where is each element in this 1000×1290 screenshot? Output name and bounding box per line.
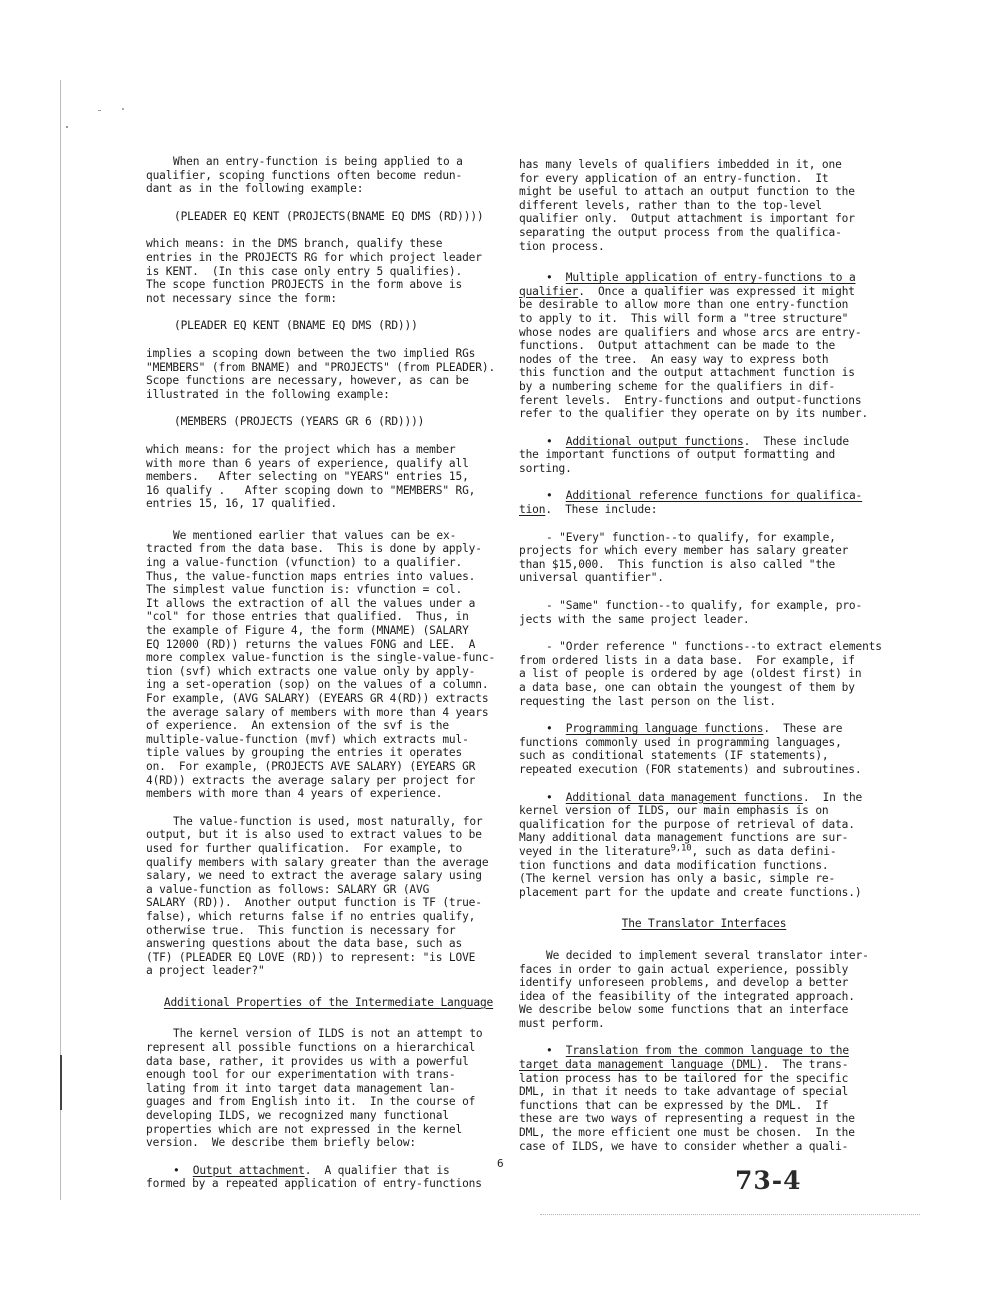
text-line: of experience. An extension of the svf is the bbox=[146, 719, 449, 733]
text-line: represent all possible functions on a hierarchical bbox=[146, 1041, 476, 1055]
text-line: is KENT. (In this case only entry 5 qualifies). bbox=[146, 264, 463, 278]
text-line: with more than 6 years of experience, qualify all bbox=[146, 456, 469, 470]
text-line: by a numbering scheme for the qualifiers in dif- bbox=[519, 379, 836, 393]
bullet-title: Multiple application of entry-functions to a bbox=[565, 271, 856, 285]
bullet-icon: • bbox=[173, 1163, 193, 1177]
text-line: functions that can be expressed by the DML. If bbox=[519, 1098, 829, 1112]
bullet-icon: • bbox=[546, 489, 566, 503]
text-line: The simplest value function is: vfunction = col. bbox=[146, 583, 463, 597]
text-line: idea of the feasibility of the integrated approach. bbox=[519, 989, 855, 1003]
text-fragment: veyed in the literature bbox=[519, 844, 671, 858]
text-line: these are two ways of representing a request in the bbox=[519, 1112, 855, 1126]
text-line: tracted from the data base. This is done by apply- bbox=[146, 542, 482, 556]
section-heading-text: The Translator Interfaces bbox=[621, 917, 787, 931]
text-line: properties which are not expressed in the kernel bbox=[146, 1122, 463, 1136]
text-line: qualifier only. Output attachment is important for bbox=[519, 212, 855, 226]
text-line: implies a scoping down between the two implied RGs bbox=[146, 346, 476, 360]
text-line: entries 15, 16, 17 qualified. bbox=[146, 497, 337, 511]
text-line: - "Order reference " functions--to extract elements bbox=[546, 640, 882, 654]
text-line: - "Same" function--to qualify, for example, pro- bbox=[546, 599, 863, 613]
text-line bbox=[519, 845, 889, 859]
text-line: The value-function is used, most naturally, for bbox=[173, 814, 483, 828]
bullet-title: Programming language functions bbox=[565, 722, 764, 736]
text-line: (TF) (PLEADER EQ LOVE (RD)) to represent: "is LOVE bbox=[146, 950, 476, 964]
binding-mark bbox=[60, 1055, 62, 1110]
text-line: multiple-value-function (mvf) which extracts mul- bbox=[146, 732, 469, 746]
text-line: which means: for the project which has a member bbox=[146, 442, 456, 456]
text-line: qualifier, scoping functions often become redun- bbox=[146, 168, 463, 182]
text-line: lating from it into target data management lan- bbox=[146, 1081, 456, 1095]
text-line: members. After selecting on "YEARS" entries 15, bbox=[146, 470, 469, 484]
text-line: We decided to implement several translator inter- bbox=[546, 948, 869, 962]
bullet-item bbox=[519, 1044, 889, 1153]
text-fragment: . These include: bbox=[545, 503, 658, 517]
text-line: faces in order to gain actual experience, possibly bbox=[519, 962, 849, 976]
text-line: false), which returns false if no entries qualify, bbox=[146, 909, 476, 923]
text-line: not necessary since the form: bbox=[146, 291, 337, 305]
bullet-item bbox=[519, 791, 889, 900]
bullet-item bbox=[519, 722, 889, 776]
text-line: tion functions and data modification functions. bbox=[519, 858, 829, 872]
text-line: might be useful to attach an output function to the bbox=[519, 185, 855, 199]
bullet-title: Additional reference functions for qualifica- bbox=[565, 489, 863, 503]
bullet-item bbox=[519, 271, 889, 421]
text-line: version. We describe them briefly below: bbox=[146, 1136, 417, 1150]
text-line: We mentioned earlier that values can be ex- bbox=[173, 528, 457, 542]
paragraph bbox=[519, 158, 889, 253]
text-line: Thus, the value-function maps entries into values. bbox=[146, 569, 476, 583]
text-line: "MEMBERS" (from BNAME) and "PROJECTS" (from PLEADER). bbox=[146, 360, 496, 374]
scan-speck bbox=[122, 108, 124, 110]
binding-edge bbox=[60, 80, 61, 1200]
text-line: must perform. bbox=[519, 1016, 605, 1030]
text-fragment: . The trans- bbox=[762, 1058, 849, 1072]
text-line: refer to the qualifier they operate on by its number. bbox=[519, 407, 869, 421]
text-line: lation process has to be tailored for the specific bbox=[519, 1071, 849, 1085]
bullet-icon: • bbox=[546, 790, 566, 804]
text-line: placement part for the update and create functions.) bbox=[519, 885, 862, 899]
text-line bbox=[519, 271, 889, 285]
text-fragment: , such as data defini- bbox=[691, 844, 837, 858]
bullet-icon: • bbox=[546, 434, 566, 448]
text-line: It allows the extraction of all the values under a bbox=[146, 596, 476, 610]
paragraph bbox=[146, 443, 511, 511]
text-line: used for further qualification. For example, to bbox=[146, 841, 463, 855]
text-line: a value-function as follows: SALARY GR (AVG bbox=[146, 882, 430, 896]
bullet-title: Additional output functions bbox=[565, 434, 744, 448]
text-line: otherwise true. This function is necessary for bbox=[146, 923, 456, 937]
text-line: EQ 12000 (RD)) returns the values FONG and LEE. A bbox=[146, 637, 476, 651]
text-line: on. For example, (PROJECTS AVE SALARY) (EYEARS GR bbox=[146, 759, 476, 773]
paragraph bbox=[519, 949, 889, 1031]
text-line: which means: in the DMS branch, qualify these bbox=[146, 237, 443, 251]
text-line: jects with the same project leader. bbox=[519, 612, 750, 626]
text-line: answering questions about the data base, such as bbox=[146, 937, 463, 951]
text-line: guages and from English into it. In the course of bbox=[146, 1095, 476, 1109]
bullet-item bbox=[146, 1164, 511, 1191]
text-line: salary, we need to extract the average salary using bbox=[146, 869, 482, 883]
scan-speck bbox=[66, 126, 68, 128]
scan-speck bbox=[98, 110, 101, 111]
paragraph bbox=[146, 155, 511, 196]
text-line: ing a set-operation (sop) on the values of a column. bbox=[146, 678, 489, 692]
text-line bbox=[146, 1164, 511, 1178]
text-line: whose nodes are qualifiers and whose arcs are entry- bbox=[519, 325, 862, 339]
paragraph bbox=[146, 347, 511, 401]
text-line: DML, in that it needs to take advantage of special bbox=[519, 1085, 849, 1099]
text-line: a data base, one can obtain the youngest of them by bbox=[519, 681, 855, 694]
text-line: this function and the output attachment function is bbox=[519, 366, 855, 380]
text-line: The scope function PROJECTS in the form above is bbox=[146, 278, 463, 292]
text-line: "col" for those entries that qualified. Thus, in bbox=[146, 610, 469, 624]
dash-item bbox=[519, 531, 889, 585]
text-line: from ordered lists in a data base. For example, if bbox=[519, 653, 855, 667]
text-line: requesting the last person on the list. bbox=[519, 694, 776, 708]
text-line: projects for which every member has salary greater bbox=[519, 544, 849, 558]
bullet-item bbox=[519, 489, 889, 516]
citation-ref: 9,10 bbox=[670, 843, 692, 854]
text-line bbox=[519, 435, 889, 449]
example-expression: (PLEADER EQ KENT (PROJECTS(BNAME EQ DMS (RD)))) bbox=[174, 209, 484, 223]
dash-item bbox=[519, 599, 889, 626]
text-line: ing a value-function (vfunction) to a qualifier. bbox=[146, 556, 463, 570]
text-line: qualify members with salary greater than the average bbox=[146, 855, 489, 869]
text-line: data base, rather, it provides us with a powerful bbox=[146, 1054, 469, 1068]
dash-item bbox=[519, 640, 889, 708]
text-line bbox=[519, 791, 889, 805]
bullet-icon: • bbox=[546, 1044, 566, 1058]
text-line: tion (svf) which extracts one value only by apply- bbox=[146, 664, 476, 678]
text-line: nodes of the tree. An easy way to express both bbox=[519, 352, 829, 366]
text-line: formed by a repeated application of entry-functions bbox=[146, 1177, 482, 1191]
text-line: We describe below some functions that an interface bbox=[519, 1003, 849, 1017]
bullet-icon: • bbox=[546, 722, 566, 736]
text-line: be desirable to allow more than one entry-function bbox=[519, 298, 849, 312]
left-column bbox=[146, 155, 511, 1191]
text-line: separating the output process from the qualifica- bbox=[519, 225, 842, 239]
bullet-title: qualifier bbox=[519, 284, 579, 298]
text-fragment: . These include bbox=[743, 434, 849, 448]
section-heading bbox=[519, 917, 889, 931]
right-column bbox=[519, 158, 889, 1153]
text-line: identify unforeseen problems, and develop a better bbox=[519, 976, 849, 990]
text-line: entries in the PROJECTS RG for which project leader bbox=[146, 250, 482, 264]
text-line: a list of people is ordered by age (oldest first) in bbox=[519, 667, 862, 681]
bullet-title: Translation from the common language to the bbox=[565, 1044, 849, 1058]
text-line: functions commonly used in programming languages, bbox=[519, 735, 842, 749]
page-number: 6 bbox=[497, 1157, 504, 1170]
text-line: than $15,000. This function is also called "the bbox=[519, 557, 836, 571]
text-line bbox=[519, 285, 889, 299]
text-line: to apply to it. This will form a "tree structure" bbox=[519, 311, 849, 325]
text-line: members with more than 4 years of experience. bbox=[146, 787, 443, 801]
text-line: dant as in the following example: bbox=[146, 182, 364, 196]
text-line: qualification for the purpose of retrieval of data. bbox=[519, 817, 855, 831]
text-line: (The kernel version has only a basic, simple re- bbox=[519, 872, 836, 886]
text-line: tiple values by grouping the entries it operates bbox=[146, 746, 463, 760]
text-line: such as conditional statements (IF statements), bbox=[519, 749, 829, 763]
text-line bbox=[519, 722, 889, 736]
text-line: DML, the more efficient one must be chosen. In the bbox=[519, 1126, 855, 1140]
example-expression: (PLEADER EQ KENT (BNAME EQ DMS (RD))) bbox=[174, 319, 418, 333]
section-heading-text: Additional Properties of the Intermediate Language bbox=[163, 995, 494, 1009]
footer-rule bbox=[540, 1214, 920, 1215]
text-line: for every application of an entry-function. It bbox=[519, 171, 829, 185]
text-line: the example of Figure 4, the form (MNAME) (SALARY bbox=[146, 624, 469, 638]
text-line bbox=[519, 489, 889, 503]
text-line: enough tool for our experimentation with trans- bbox=[146, 1068, 456, 1082]
text-line bbox=[519, 503, 889, 517]
text-line: a project leader?" bbox=[146, 964, 265, 978]
text-line: When an entry-function is being applied to a bbox=[173, 155, 463, 168]
text-line: SALARY (RD)). Another output function is TF (true- bbox=[146, 896, 482, 910]
bullet-item bbox=[519, 435, 889, 476]
bullet-title: Output attachment bbox=[192, 1163, 305, 1177]
paragraph bbox=[146, 815, 511, 978]
text-line: more complex value-function is the single-value-func- bbox=[146, 651, 496, 665]
text-line: Scope functions are necessary, however, as can be bbox=[146, 374, 469, 388]
text-line: For example, (AVG SALARY) (EYEARS GR 4(RD)) extracts bbox=[146, 692, 489, 705]
bullet-title: target data management language (DML) bbox=[519, 1058, 763, 1072]
text-fragment: . These are bbox=[763, 722, 843, 736]
text-line: different levels, rather than to the top-level bbox=[519, 198, 822, 212]
text-line: case of ILDS, we have to consider whether a quali- bbox=[519, 1139, 849, 1153]
text-fragment: . Once a qualifier was expressed it might bbox=[578, 284, 855, 298]
text-line: illustrated in the following example: bbox=[146, 387, 390, 401]
text-line: The kernel version of ILDS is not an attempt to bbox=[173, 1027, 483, 1041]
text-line: 4(RD)) extracts the average salary per project for bbox=[146, 773, 476, 787]
text-line: sorting. bbox=[519, 461, 572, 475]
paragraph bbox=[146, 237, 511, 305]
text-line: developing ILDS, we recognized many functional bbox=[146, 1109, 449, 1123]
text-line bbox=[519, 1058, 889, 1072]
bullet-title: tion bbox=[519, 503, 546, 517]
paragraph bbox=[146, 529, 511, 801]
bullet-title: Additional data management functions bbox=[565, 790, 803, 804]
text-line: has many levels of qualifiers imbedded in it, one bbox=[519, 158, 842, 171]
bullet-icon: • bbox=[546, 271, 566, 285]
text-line: the average salary of members with more than 4 years bbox=[146, 705, 489, 719]
text-line: Many additional data management functions are sur- bbox=[519, 831, 849, 845]
text-line bbox=[519, 1044, 889, 1058]
text-line: 16 qualify . After scoping down to "MEMBERS" RG, bbox=[146, 483, 476, 497]
text-line: repeated execution (FOR statements) and subroutines. bbox=[519, 762, 862, 776]
text-line: ferent levels. Entry-functions and output-functions bbox=[519, 393, 862, 407]
example-expression: (MEMBERS (PROJECTS (YEARS GR 6 (RD)))) bbox=[174, 415, 425, 429]
text-line: tion process. bbox=[519, 239, 605, 253]
text-line: kernel version of ILDS, our main emphasis is on bbox=[519, 804, 829, 818]
text-line: output, but it is also used to extract values to be bbox=[146, 828, 482, 842]
text-line: universal quantifier". bbox=[519, 571, 664, 585]
section-heading bbox=[146, 996, 511, 1010]
document-stamp: 73-4 bbox=[735, 1166, 802, 1195]
text-fragment: . A qualifier that is bbox=[304, 1163, 450, 1177]
text-line: the important functions of output formatting and bbox=[519, 448, 836, 462]
text-line: - "Every" function--to qualify, for example, bbox=[546, 530, 836, 544]
text-line: functions. Output attachment can be made to the bbox=[519, 339, 836, 353]
text-fragment: . In the bbox=[802, 790, 863, 804]
paragraph bbox=[146, 1027, 511, 1149]
